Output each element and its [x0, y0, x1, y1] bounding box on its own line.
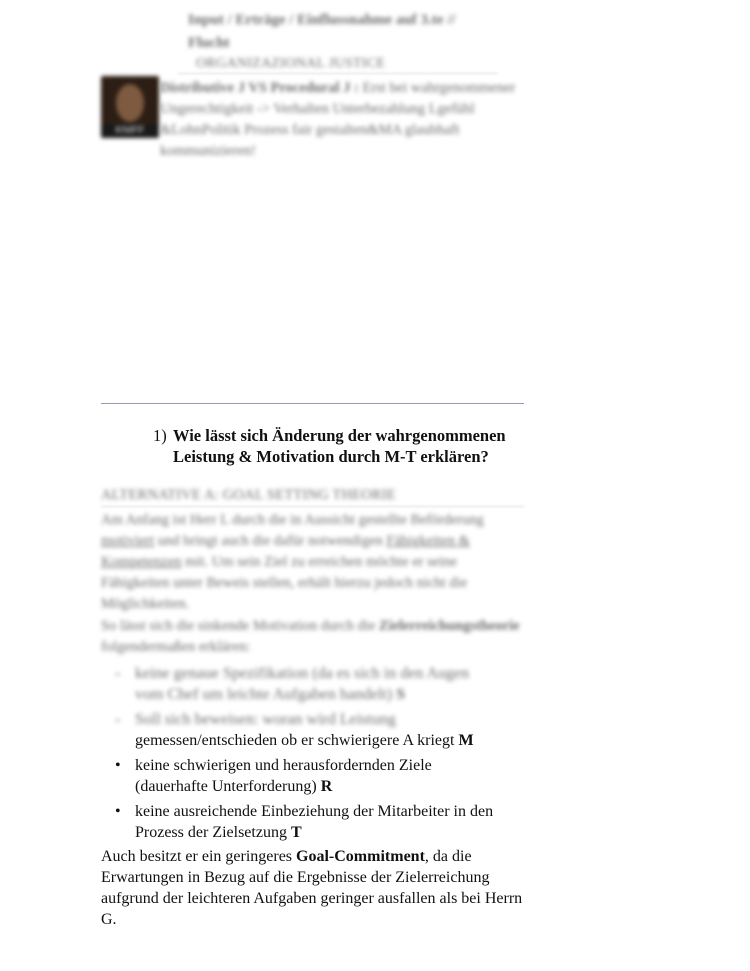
final-part-a: Auch besitzt er ein geringeres	[101, 848, 297, 865]
list-item-letter: S	[396, 686, 406, 703]
body-p1-part-b: und bringt auch die dafür notwendigen	[154, 533, 387, 549]
list-item-letter: R	[320, 778, 333, 795]
goal-commitment-paragraph	[101, 846, 531, 930]
goal-setting-list	[113, 663, 533, 847]
section-divider	[101, 403, 524, 404]
top-note-line-2: Flucht	[188, 35, 230, 51]
list-item-line-2	[135, 684, 533, 705]
body-p2-part-b: folgendermaßen erklären:	[101, 639, 251, 655]
list-item	[113, 709, 533, 751]
final-part-b: , da die Erwartungen in Bezug auf die Ergebnisse der Zielerreichung aufgrund der leichteren Aufgaben geringer ausfallen als bei Herrn G.	[101, 848, 523, 928]
body-paragraph-2	[101, 616, 526, 658]
list-item-letter: M	[458, 732, 474, 749]
list-item-line-1: keine schwierigen und herausfordernden Ziele	[135, 757, 432, 774]
list-item-letter: T	[290, 824, 302, 841]
list-item-line-2-text: (dauerhafte Unterforderung)	[135, 778, 317, 795]
final-bold: Goal-Commitment	[296, 848, 425, 865]
list-item-line-2-text: vom Chef um leichte Aufgaben handelt)	[135, 686, 393, 703]
alternative-heading-underline	[101, 506, 524, 507]
alternative-a-heading: ALTERNATIVE A: GOAL SETTING THEORIE	[101, 487, 396, 503]
list-bullet: •	[115, 757, 121, 774]
heading-underline	[178, 73, 498, 74]
list-item	[113, 801, 533, 843]
question-number: 1)	[153, 426, 167, 445]
question-1	[153, 425, 513, 467]
body-p1-underline-motiviert: motiviert	[101, 533, 155, 549]
body-p1-part-c: mit. Um sein Ziel zu erreichen möchte er seine Fähigkeiten unter Beweis stellen, erhält hierzu jedoch nicht die Möglichkeiten.	[101, 554, 468, 612]
list-item	[113, 755, 533, 797]
list-bullet: -	[115, 711, 121, 728]
body-p2-bold: Zielerreichungstheorie	[378, 618, 520, 634]
justice-note-bold: Distributive J VS Procedural J :	[160, 80, 359, 96]
list-item-line-2-text: Prozess der Zielsetzung	[135, 824, 287, 841]
organizational-justice-heading: ORGANIZAZIONAL JUSTICE	[196, 56, 386, 71]
author-avatar	[101, 76, 159, 138]
justice-note-paragraph	[160, 78, 520, 162]
body-p2-part-a: So lässt sich die sinkende Motivation durch die	[101, 618, 379, 634]
list-item-line-2	[135, 730, 533, 751]
question-text: Wie lässt sich Änderung der wahrgenommenen Leistung & Motivation durch M-T erklären?	[173, 426, 506, 466]
list-item-line-2-text: gemessen/entschieden ob er schwierigere A kriegt	[135, 732, 455, 749]
avatar-face	[116, 84, 144, 122]
list-item-line-2	[135, 822, 533, 843]
list-item	[113, 663, 533, 705]
list-bullet: -	[115, 665, 121, 682]
body-p1-part-a: Am Anfang ist Herr L durch die in Aussicht gestellte Beförderung	[101, 512, 484, 528]
top-note-line-1: Input / Erträge / Einflussnahme auf 3.te //	[188, 12, 456, 28]
list-bullet: •	[115, 803, 121, 820]
body-p1-underline-faehigkeiten: Fähigkeiten & Kompetenzen	[101, 533, 470, 570]
list-item-line-1: keine ausreichende Einbeziehung der Mitarbeiter in den	[135, 803, 494, 820]
list-item-line-1: keine genaue Spezifikation (da es sich in den Augen	[135, 665, 470, 682]
list-item-line-2	[135, 776, 533, 797]
justice-note-text: Erst bei wahrgenommener Ungerechtigkeit -> Verhalten Unterbezahlung Lgefühl &LohnPolitik Prozess fair gestalten&MA glaubhaft kommunizieren!	[160, 80, 516, 159]
avatar-tag: KNIFF	[101, 124, 159, 138]
body-paragraph-1	[101, 510, 526, 615]
list-item-line-1: Soll sich beweisen: woran wird Leistung	[135, 711, 396, 728]
